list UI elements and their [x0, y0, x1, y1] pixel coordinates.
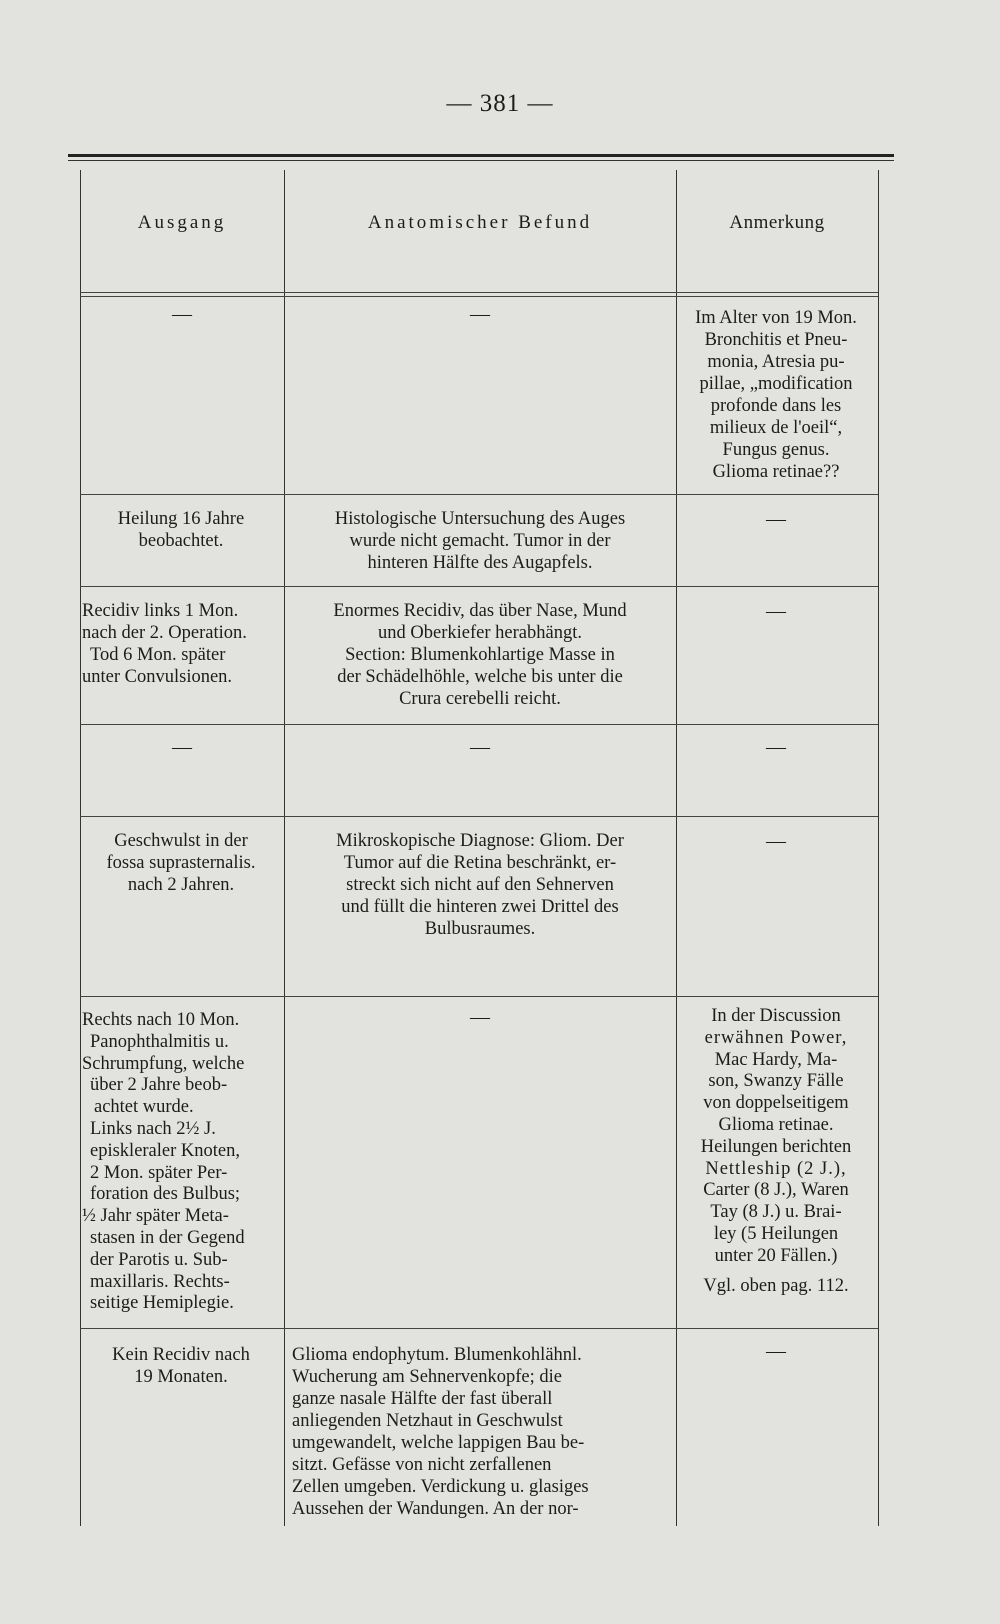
row2-ausgang: Heilung 16 Jahre beobachtet. [117, 509, 245, 551]
header-separator [80, 292, 878, 293]
row1-ausgang: — [172, 303, 192, 325]
column-divider-1 [284, 170, 285, 1526]
row4-befund: — [470, 736, 490, 758]
row-separator-2 [80, 586, 878, 587]
row5-anmerkung: — [766, 830, 786, 852]
header-befund: Anatomischer Befund [367, 212, 593, 233]
row2-befund: Histologische Untersuchung des Auges wurde nicht gemacht. Tumor in der hinteren Hälfte des Augapfels. [334, 509, 626, 573]
row4-ausgang: — [172, 736, 192, 758]
row-separator-4 [80, 816, 878, 817]
row-separator-5 [80, 996, 878, 997]
row2-anmerkung: — [766, 508, 786, 530]
row1-anmerkung: Im Alter von 19 Mon. Bronchitis et Pneu- monia, Atresia pu- pillae, „modification profonde dans les milieux de l'oeil“, Fungus genus. Glioma retinae?? [695, 308, 857, 482]
row7-ausgang: Kein Recidiv nach 19 Monaten. [112, 1345, 250, 1387]
header-rule-thick [68, 154, 894, 157]
row6-ausgang: Rechts nach 10 Mon. Panophthalmitis u. Schrumpfung, welche über 2 Jahre beob- achtet wurde. Links nach 2½ J. episkleraler Knoten, 2 Mon. später Per- foration des Bulbus; ½ Jahr später Meta- stasen in der Gegend der Parotis u. Sub- maxillaris. Rechts- seitige Hemiplegie. [82, 1010, 245, 1314]
table-border-right [878, 170, 879, 1526]
row6-anmerkung: In der Discussion erwähnen Power, Mac Hardy, Ma- son, Swanzy Fälle von doppelseitigem Glioma retinae. Heilungen berichten Nettleship (2 J.), Carter (8 J.), Waren Tay (8 J.) u. Brai- ley (5 Heilungen unter 20 Fällen.) Vgl. oben pag. 112. [700, 1006, 852, 1296]
row4-anmerkung: — [766, 736, 786, 758]
row7-befund: Glioma endophytum. Blumenkohlähnl. Wucherung am Sehnervenkopfe; die ganze nasale Hälfte der fast überall anliegenden Netzhaut in Geschwulst umgewandelt, welche lappigen Bau be- sitzt. Gefässe von nicht zerfallenen Zellen umgeben. Verdickung u. glasiges Aussehen der Wandungen. An der nor- [292, 1345, 589, 1519]
header-ausgang: Ausgang [137, 212, 227, 233]
row5-ausgang: Geschwulst in der fossa suprasternalis. nach 2 Jahren. [106, 831, 256, 895]
row3-ausgang: Recidiv links 1 Mon. nach der 2. Operation. Tod 6 Mon. später unter Convulsionen. [82, 601, 247, 687]
row-separator-3 [80, 724, 878, 725]
header-rule-thin [68, 160, 894, 161]
row3-anmerkung: — [766, 600, 786, 622]
header-separator-2 [80, 296, 878, 297]
table-border-left [80, 170, 81, 1526]
row5-befund: Mikroskopische Diagnose: Gliom. Der Tumor auf die Retina beschränkt, er- streckt sich nicht auf den Sehnerven und füllt die hinteren zwei Drittel des Bulbusraumes. [336, 831, 624, 939]
row-separator-6 [80, 1328, 878, 1329]
row7-anmerkung: — [766, 1340, 786, 1362]
row1-befund: — [470, 303, 490, 325]
header-anmerkung: Anmerkung [729, 212, 825, 233]
page-number: — 381 — [446, 90, 554, 117]
row-separator-1 [80, 494, 878, 495]
row6-befund: — [470, 1006, 490, 1028]
row3-befund: Enormes Recidiv, das über Nase, Mund und Oberkiefer herabhängt. Section: Blumenkohlartige Masse in der Schädelhöhle, welche bis unter die Crura cerebelli reicht. [333, 601, 627, 709]
